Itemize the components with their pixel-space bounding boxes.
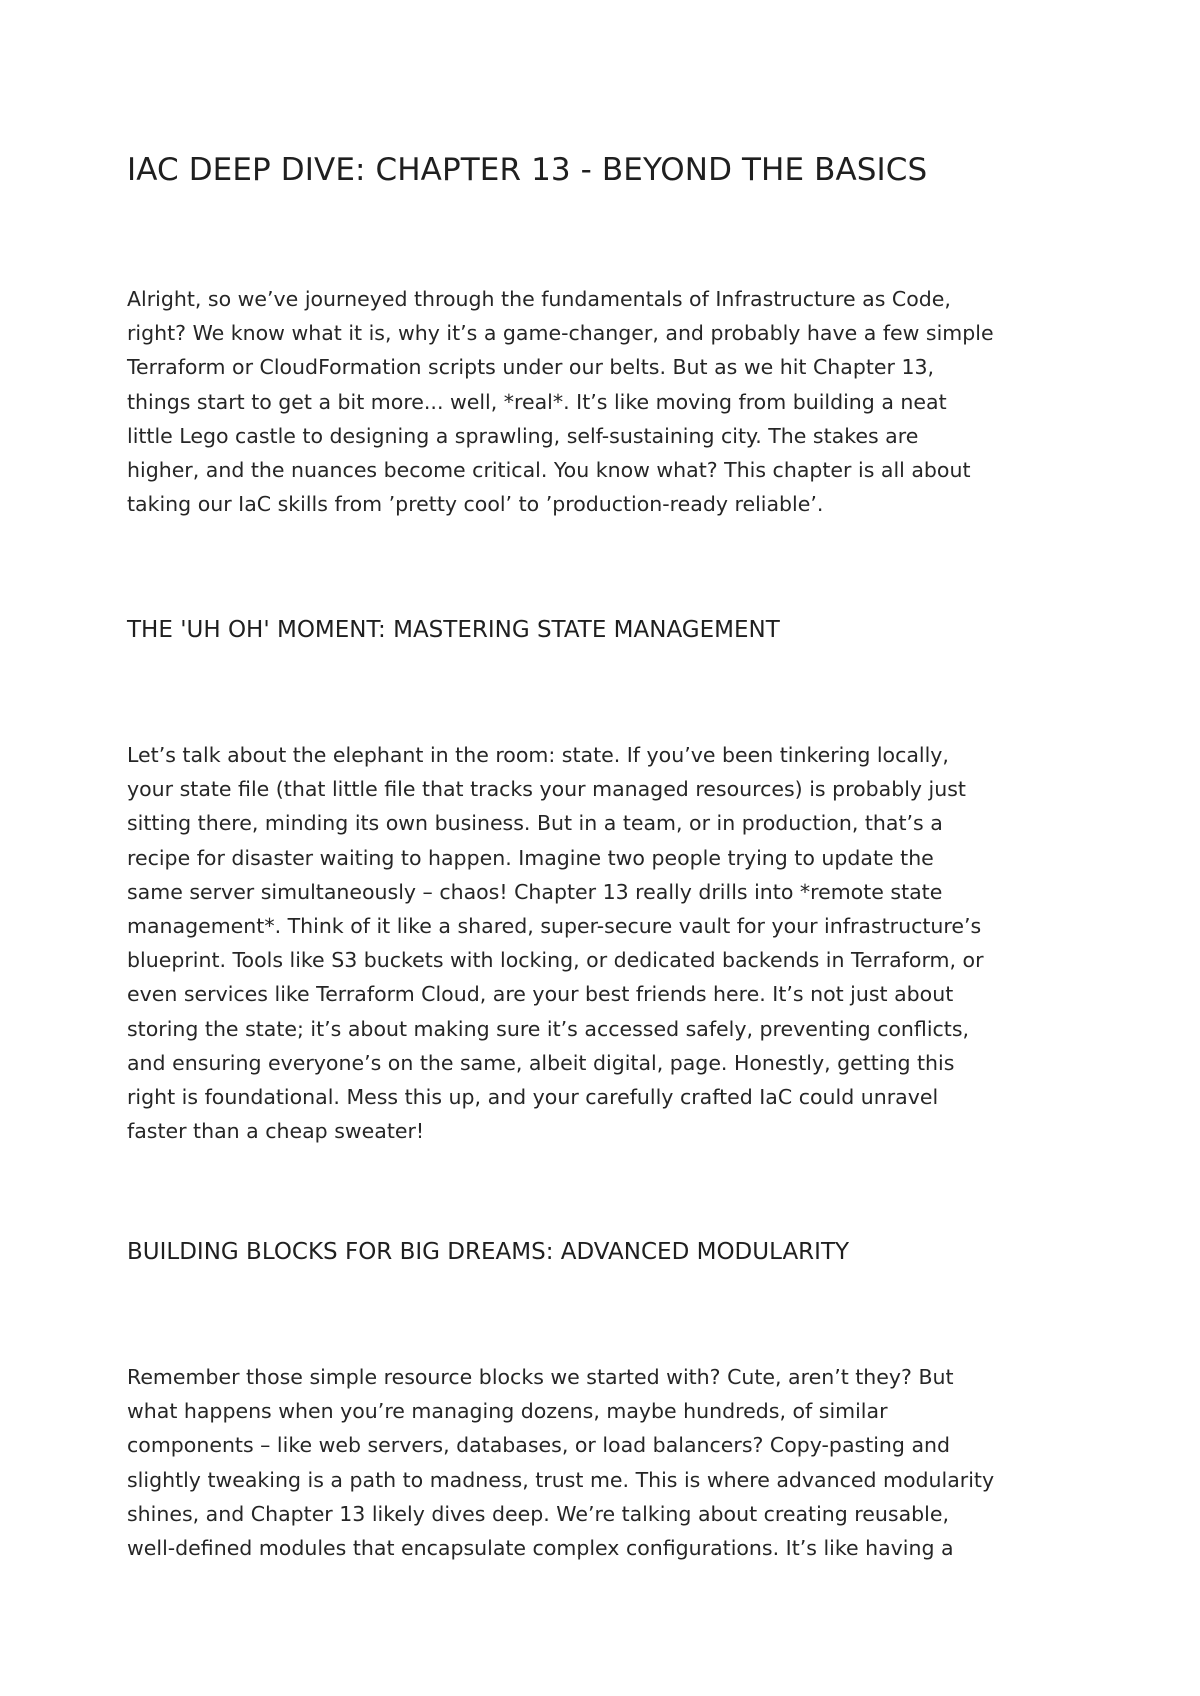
paragraph-line: same server simultaneously – chaos! Chapter 13 really drills into *remote state [127, 879, 943, 904]
paragraph-line: Terraform or CloudFormation scripts under our belts. But as we hit Chapter 13, [127, 355, 935, 380]
state-management-paragraph [127, 738, 1087, 1148]
paragraph-line: even services like Terraform Cloud, are your best friends here. It’s not just about [127, 982, 954, 1007]
paragraph-line: and ensuring everyone’s on the same, albeit digital, page. Honestly, getting this [127, 1050, 955, 1075]
paragraph-line: management*. Think of it like a shared, super-secure vault for your infrastructure’s [127, 914, 982, 939]
paragraph-line: recipe for disaster waiting to happen. Imagine two people trying to update the [127, 845, 934, 870]
paragraph-line: blueprint. Tools like S3 buckets with locking, or dedicated backends in Terraform, or [127, 948, 984, 973]
paragraph-line: your state file (that little file that tracks your managed resources) is probably just [127, 777, 966, 802]
paragraph-line: right is foundational. Mess this up, and your carefully crafted IaC could unravel [127, 1085, 939, 1110]
paragraph-line: things start to get a bit more... well, *real*. It’s like moving from building a neat [127, 389, 947, 414]
intro-paragraph [127, 282, 1087, 521]
paragraph-line: well-defined modules that encapsulate complex configurations. It’s like having a [127, 1536, 954, 1561]
paragraph-line: slightly tweaking is a path to madness, trust me. This is where advanced modularity [127, 1467, 995, 1492]
section-heading-state-management: THE 'UH OH' MOMENT: MASTERING STATE MANAGEMENT [127, 617, 780, 643]
advanced-modularity-paragraph [127, 1360, 1087, 1565]
paragraph-line: shines, and Chapter 13 likely dives deep. We’re talking about creating reusable, [127, 1501, 949, 1526]
paragraph-line: sitting there, minding its own business. But in a team, or in production, that’s a [127, 811, 943, 836]
paragraph-line: taking our IaC skills from ’pretty cool’ to ’production-ready reliable’. [127, 492, 824, 517]
paragraph-line: Remember those simple resource blocks we started with? Cute, aren’t they? But [127, 1365, 954, 1389]
document-title: IAC DEEP DIVE: CHAPTER 13 - BEYOND THE BASICS [127, 152, 928, 188]
paragraph-line: higher, and the nuances become critical. You know what? This chapter is all about [127, 458, 971, 483]
paragraph-line: components – like web servers, databases, or load balancers? Copy-pasting and [127, 1433, 951, 1458]
paragraph-line: little Lego castle to designing a sprawling, self-sustaining city. The stakes are [127, 423, 919, 448]
paragraph-line: Let’s talk about the elephant in the room: state. If you’ve been tinkering locally, [127, 743, 949, 767]
paragraph-line: what happens when you’re managing dozens, maybe hundreds, of similar [127, 1399, 888, 1424]
paragraph-line: faster than a cheap sweater! [127, 1119, 425, 1144]
paragraph-line: right? We know what it is, why it’s a game-changer, and probably have a few simple [127, 321, 994, 346]
section-heading-advanced-modularity: BUILDING BLOCKS FOR BIG DREAMS: ADVANCED MODULARITY [127, 1239, 850, 1265]
paragraph-line: Alright, so we’ve journeyed through the fundamentals of Infrastructure as Code, [127, 287, 951, 311]
paragraph-line: storing the state; it’s about making sure it’s accessed safely, preventing conflicts, [127, 1016, 970, 1041]
